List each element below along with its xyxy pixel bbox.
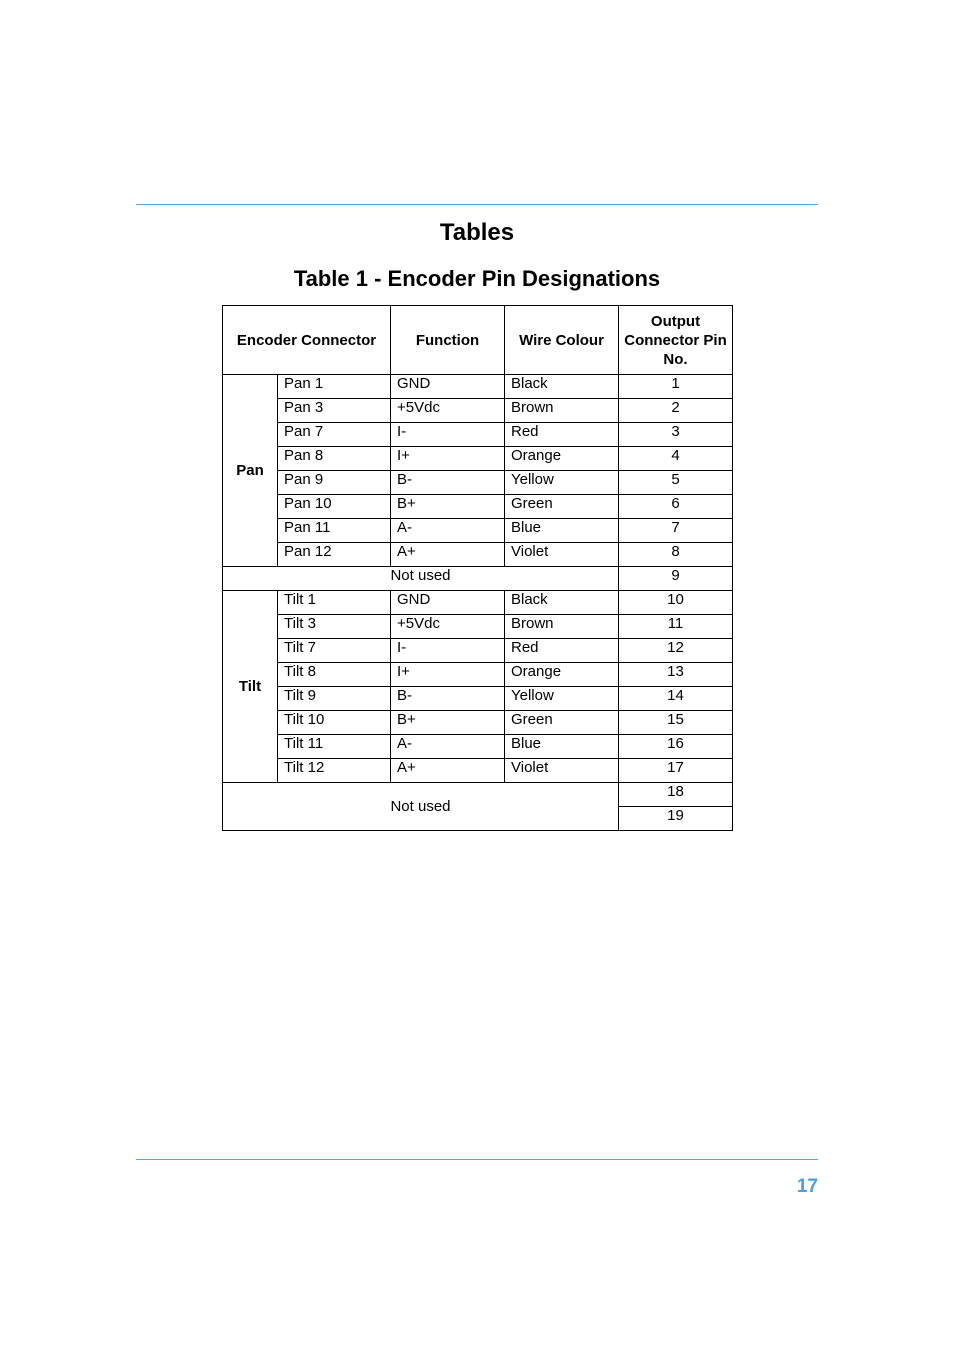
table-row-not-used xyxy=(223,567,733,591)
colour-cell: Orange xyxy=(505,663,619,687)
function-cell: A- xyxy=(391,735,505,759)
connector-cell: Pan 1 xyxy=(278,375,391,399)
connector-cell: Tilt 7 xyxy=(278,639,391,663)
pin-cell: 1 xyxy=(619,375,733,399)
table-row xyxy=(223,423,733,447)
connector-cell: Pan 3 xyxy=(278,399,391,423)
colour-cell: Violet xyxy=(505,759,619,783)
table-row xyxy=(223,687,733,711)
connector-cell: Tilt 11 xyxy=(278,735,391,759)
section-title: Tables xyxy=(439,219,515,246)
connector-cell: Tilt 9 xyxy=(278,687,391,711)
pin-cell: 15 xyxy=(619,711,733,735)
table-row xyxy=(223,375,733,399)
connector-cell: Tilt 3 xyxy=(278,615,391,639)
table-row xyxy=(223,639,733,663)
table-row xyxy=(223,399,733,423)
connector-cell: Tilt 1 xyxy=(278,591,391,615)
colour-cell: Black xyxy=(505,591,619,615)
connector-cell: Pan 7 xyxy=(278,423,391,447)
colour-cell: Brown xyxy=(505,399,619,423)
table-row xyxy=(223,519,733,543)
function-cell: B- xyxy=(391,687,505,711)
function-cell: I- xyxy=(391,639,505,663)
pin-cell: 7 xyxy=(619,519,733,543)
colour-cell: Brown xyxy=(505,615,619,639)
function-cell: A- xyxy=(391,519,505,543)
function-cell: GND xyxy=(391,591,505,615)
table-row xyxy=(223,711,733,735)
pin-cell: 13 xyxy=(619,663,733,687)
pin-cell: 4 xyxy=(619,447,733,471)
pin-cell: 8 xyxy=(619,543,733,567)
footer-rule xyxy=(136,1159,818,1160)
function-cell: A+ xyxy=(391,759,505,783)
colour-cell: Blue xyxy=(505,735,619,759)
colour-cell: Yellow xyxy=(505,687,619,711)
encoder-pin-table xyxy=(222,305,733,831)
colour-cell: Green xyxy=(505,495,619,519)
table-row xyxy=(223,759,733,783)
colour-cell: Black xyxy=(505,375,619,399)
header-function: Function xyxy=(391,306,505,375)
colour-cell: Yellow xyxy=(505,471,619,495)
pin-cell: 9 xyxy=(619,567,733,591)
connector-cell: Pan 9 xyxy=(278,471,391,495)
tilt-group-label: Tilt xyxy=(223,591,278,783)
colour-cell: Red xyxy=(505,423,619,447)
table-row xyxy=(223,495,733,519)
not-used-label: Not used xyxy=(223,567,619,591)
table-row xyxy=(223,735,733,759)
table-row xyxy=(223,615,733,639)
connector-cell: Pan 8 xyxy=(278,447,391,471)
colour-cell: Violet xyxy=(505,543,619,567)
pin-cell: 12 xyxy=(619,639,733,663)
pin-cell: 6 xyxy=(619,495,733,519)
pin-cell: 2 xyxy=(619,399,733,423)
pin-cell: 11 xyxy=(619,615,733,639)
colour-cell: Blue xyxy=(505,519,619,543)
pin-cell: 19 xyxy=(619,807,733,831)
pin-cell: 14 xyxy=(619,687,733,711)
table-row xyxy=(223,591,733,615)
table-header-row xyxy=(223,306,733,375)
pin-cell: 16 xyxy=(619,735,733,759)
function-cell: I+ xyxy=(391,447,505,471)
colour-cell: Red xyxy=(505,639,619,663)
pin-cell: 17 xyxy=(619,759,733,783)
function-cell: GND xyxy=(391,375,505,399)
table-row-not-used xyxy=(223,783,733,807)
not-used-label: Not used xyxy=(223,783,619,831)
function-cell: I- xyxy=(391,423,505,447)
connector-cell: Tilt 8 xyxy=(278,663,391,687)
pin-cell: 10 xyxy=(619,591,733,615)
table-row xyxy=(223,543,733,567)
function-cell: B+ xyxy=(391,711,505,735)
function-cell: B+ xyxy=(391,495,505,519)
pan-group-label: Pan xyxy=(223,375,278,567)
function-cell: I+ xyxy=(391,663,505,687)
connector-cell: Tilt 12 xyxy=(278,759,391,783)
header-wire-colour: Wire Colour xyxy=(505,306,619,375)
colour-cell: Green xyxy=(505,711,619,735)
header-rule xyxy=(136,204,818,205)
connector-cell: Tilt 10 xyxy=(278,711,391,735)
function-cell: +5Vdc xyxy=(391,399,505,423)
table-row xyxy=(223,471,733,495)
function-cell: A+ xyxy=(391,543,505,567)
pin-cell: 5 xyxy=(619,471,733,495)
colour-cell: Orange xyxy=(505,447,619,471)
connector-cell: Pan 12 xyxy=(278,543,391,567)
function-cell: B- xyxy=(391,471,505,495)
connector-cell: Pan 10 xyxy=(278,495,391,519)
table-row xyxy=(223,663,733,687)
connector-cell: Pan 11 xyxy=(278,519,391,543)
page-number: 17 xyxy=(796,1176,818,1197)
pin-cell: 18 xyxy=(619,783,733,807)
header-output-pin: Output Connector Pin No. xyxy=(619,306,733,375)
table-row xyxy=(223,447,733,471)
header-encoder-connector: Encoder Connector xyxy=(223,306,391,375)
pin-cell: 3 xyxy=(619,423,733,447)
function-cell: +5Vdc xyxy=(391,615,505,639)
table-title: Table 1 - Encoder Pin Designations xyxy=(293,266,661,291)
